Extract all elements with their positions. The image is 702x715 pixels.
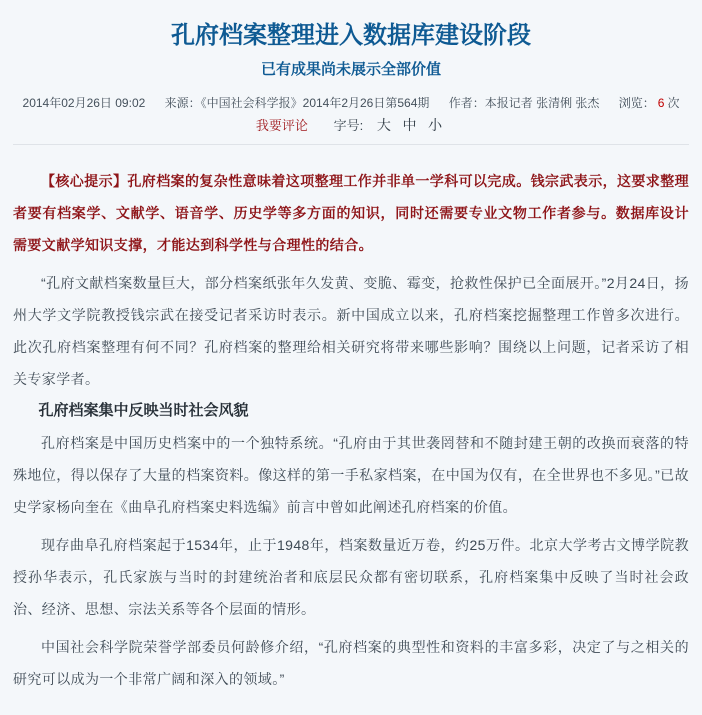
body-paragraph: 孔府档案是中国历史档案中的一个独特系统。“孔府由于其世袭罔替和不随封建王朝的改换而衰落的特殊地位，得以保存了大量的档案资料。像这样的第一手私家档案，在中国为仅有，在全世界也不多见。”已故史学家杨向奎在《曲阜孔府档案史料选编》前言中曾如此阐述孔府档案的价值。 [13, 435, 689, 515]
article-toolbar [13, 118, 689, 133]
fontsize-label: 字号: [333, 118, 364, 133]
fontsize-small-button[interactable]: 小 [428, 117, 443, 133]
intro-paragraph: “孔府文献档案数量巨大，部分档案纸张年久发黄、变脆、霉变，抢救性保护已全面展开。”2月24日，扬州大学文学院教授钱宗武在接受记者采访时表示。新中国成立以来，孔府档案挖掘整理工作曾多次进行。此次孔府档案整理有何不同？孔府档案的整理给相关研究将带来哪些影响？围绕以上问题，记者采访了相关专家学者。 [13, 275, 689, 387]
views-label: 浏览： [618, 96, 655, 110]
views-unit: 次 [667, 96, 680, 110]
section-heading: 孔府档案集中反映当时社会风貌 [38, 402, 249, 419]
page-title: 孔府档案整理进入数据库建设阶段 [171, 22, 531, 49]
publish-datetime: 2014年02月26日 09:02 [22, 96, 146, 110]
article-author: 作者：本报记者 张清俐 张杰 [448, 96, 600, 110]
article-page [0, 22, 702, 695]
header-divider [13, 144, 689, 145]
fontsize-medium-button[interactable]: 中 [402, 117, 417, 133]
article-meta [13, 96, 689, 110]
views-count: 6 [657, 96, 665, 110]
core-tip-paragraph: 【核心提示】孔府档案的复杂性意味着这项整理工作并非单一学科可以完成。钱宗武表示，这要求整理者要有档案学、文献学、语音学、历史学等多方面的知识，同时还需要专业文物工作者参与。数据库设计需要文献学知识支撑，才能达到科学性与合理性的结合。 [13, 173, 689, 253]
article-subtitle: 已有成果尚未展示全部价值 [260, 61, 441, 78]
body-paragraph: 中国社会科学院荣誉学部委员何龄修介绍，“孔府档案的典型性和资料的丰富多彩，决定了与之相关的研究可以成为一个非常广阔和深入的领域。” [13, 639, 689, 687]
comment-link[interactable]: 我要评论 [255, 118, 308, 133]
fontsize-large-button[interactable]: 大 [376, 117, 391, 133]
views-counter [619, 96, 680, 110]
article-body [13, 165, 689, 695]
body-paragraph: 现存曲阜孔府档案起于1534年，止于1948年，档案数量近万卷，约25万件。北京大学考古文博学院教授孙华表示，孔氏家族与当时的封建统治者和底层民众都有密切联系，孔府档案集中反映了当时社会政治、经济、思想、宗法关系等各个层面的情形。 [13, 537, 689, 617]
article-source: 来源：《中国社会科学报》2014年2月26日第564期 [164, 96, 430, 110]
